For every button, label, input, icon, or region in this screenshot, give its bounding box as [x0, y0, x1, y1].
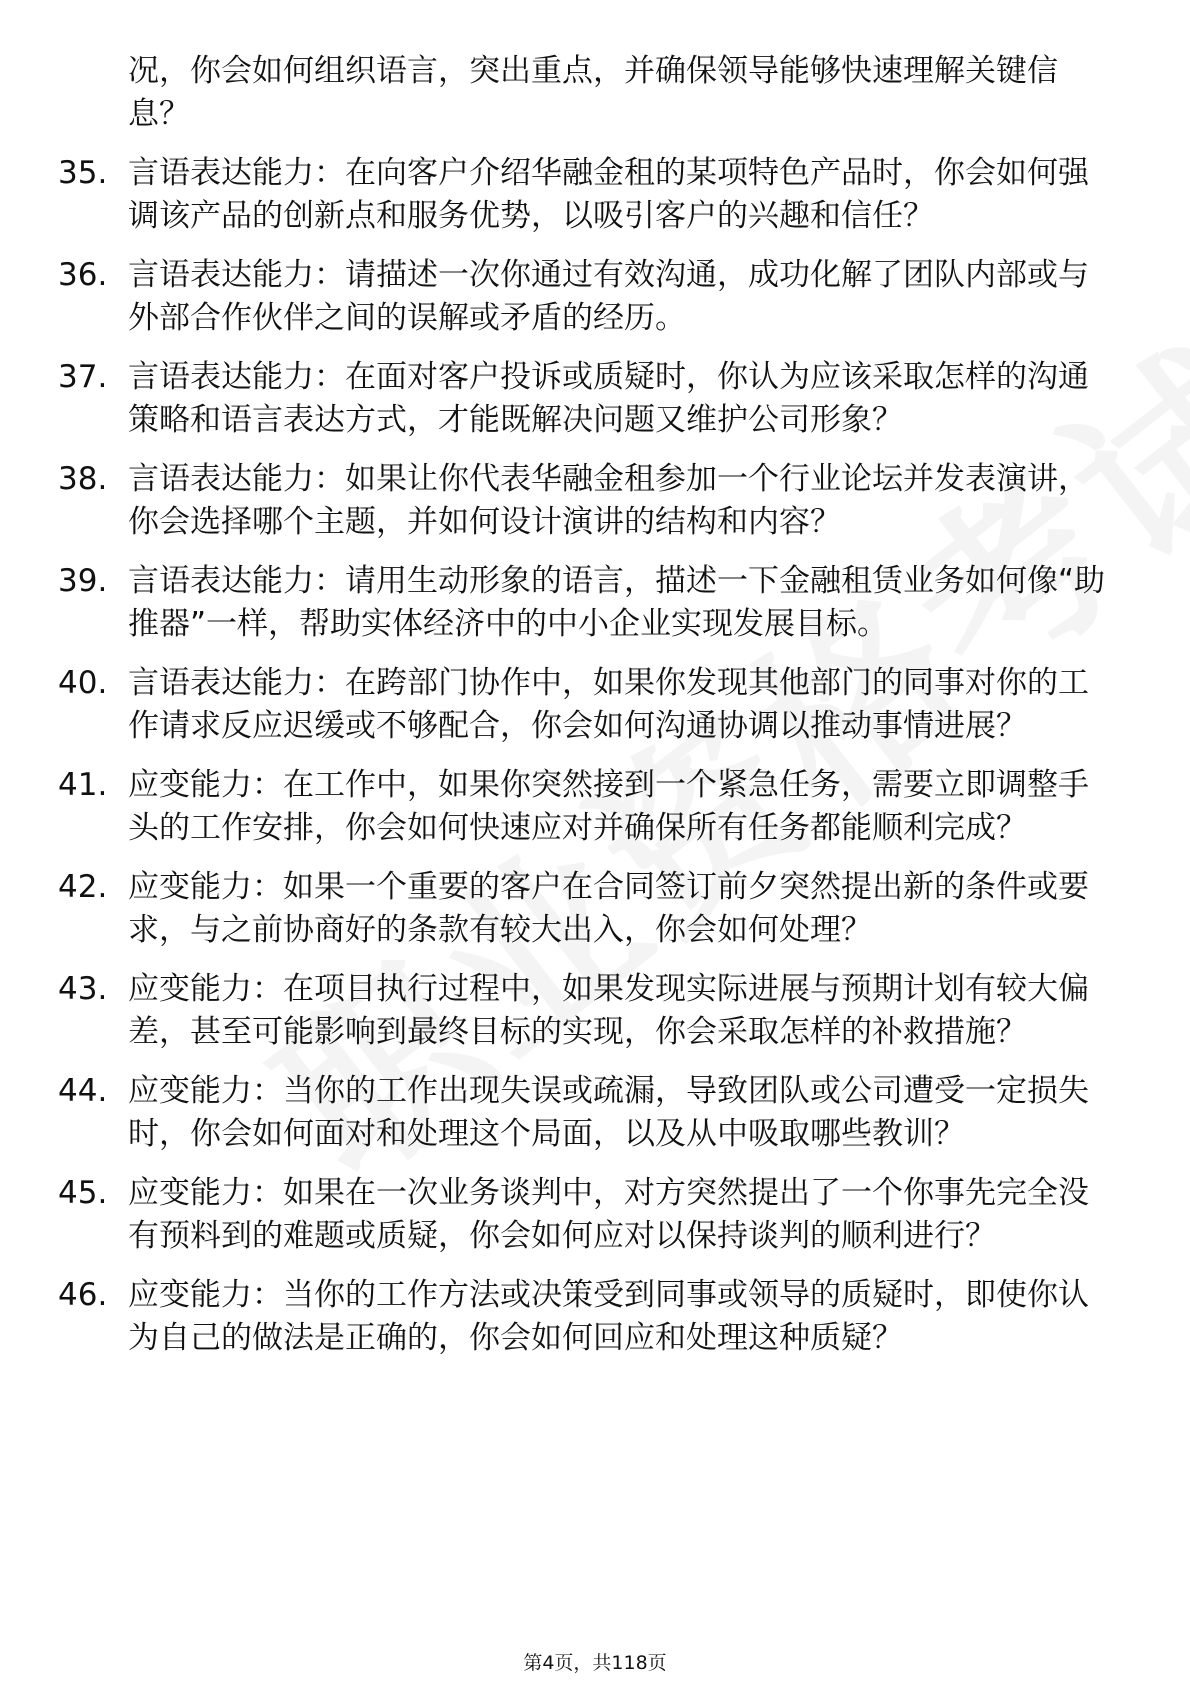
list-item: [0, 662, 1190, 748]
list-item: [0, 866, 1190, 952]
list-item: [0, 458, 1190, 544]
item-text: 应变能力：在工作中，如果你突然接到一个紧急任务，需要立即调整手头的工作安排，你会如何快速应对并确保所有任务都能顺利完成？: [128, 767, 1089, 846]
list-item: [0, 764, 1190, 850]
list-item: [0, 356, 1190, 442]
item-number: 43.: [58, 971, 108, 1007]
item-text: 应变能力：如果一个重要的客户在合同签订前夕突然提出新的条件或要求，与之前协商好的条款有较大出入，你会如何处理？: [128, 869, 1089, 948]
item-number: 36.: [58, 257, 108, 293]
item-number: 46.: [58, 1277, 108, 1313]
item-text: 言语表达能力：在面对客户投诉或质疑时，你认为应该采取怎样的沟通策略和语言表达方式，才能既解决问题又维护公司形象？: [128, 359, 1089, 438]
item-text: 应变能力：当你的工作方法或决策受到同事或领导的质疑时，即使你认为自己的做法是正确的，你会如何回应和处理这种质疑？: [128, 1277, 1089, 1356]
list-item: [0, 152, 1190, 238]
item-text: 言语表达能力：在向客户介绍华融金租的某项特色产品时，你会如何强调该产品的创新点和服务优势，以吸引客户的兴趣和信任？: [128, 155, 1089, 234]
item-text: 应变能力：在项目执行过程中，如果发现实际进展与预期计划有较大偏差，甚至可能影响到最终目标的实现，你会采取怎样的补救措施？: [128, 971, 1089, 1050]
item-number: 38.: [58, 461, 108, 497]
item-number: 41.: [58, 767, 108, 803]
item-text: 言语表达能力：在跨部门协作中，如果你发现其他部门的同事对你的工作请求反应迟缓或不够配合，你会如何沟通协调以推动事情进展？: [128, 665, 1089, 744]
item-number: 40.: [58, 665, 108, 701]
continuation-text: 况，你会如何组织语言，突出重点，并确保领导能够快速理解关键信息？: [128, 53, 1058, 132]
item-text: 应变能力：如果在一次业务谈判中，对方突然提出了一个你事先完全没有预料到的难题或质疑，你会如何应对以保持谈判的顺利进行？: [128, 1175, 1089, 1254]
list-item: [0, 968, 1190, 1054]
list-item: [0, 1172, 1190, 1258]
item-text: 言语表达能力：请描述一次你通过有效沟通，成功化解了团队内部或与外部合作伙伴之间的误解或矛盾的经历。: [128, 257, 1089, 336]
item-number: 35.: [58, 155, 108, 191]
item-number: 37.: [58, 359, 108, 395]
list-item: [0, 254, 1190, 340]
item-text: 应变能力：当你的工作出现失误或疏漏，导致团队或公司遭受一定损失时，你会如何面对和处理这个局面，以及从中吸取哪些教训？: [128, 1073, 1089, 1152]
item-number: 42.: [58, 869, 108, 905]
page-footer: 第4页，共118页: [523, 1652, 667, 1674]
item-text: 言语表达能力：如果让你代表华融金租参加一个行业论坛并发表演讲，你会选择哪个主题，并如何设计演讲的结构和内容？: [128, 461, 1089, 540]
item-number: 39.: [58, 563, 108, 599]
list-item: [0, 1274, 1190, 1360]
item-number: 44.: [58, 1073, 108, 1109]
list-item: [0, 560, 1190, 646]
item-number: 45.: [58, 1175, 108, 1211]
item-text: 言语表达能力：请用生动形象的语言，描述一下金融租赁业务如何像“助推器”一样，帮助实体经济中的中小企业实现发展目标。: [128, 563, 1106, 642]
question-list: [0, 50, 1190, 1360]
list-item: [0, 1070, 1190, 1156]
